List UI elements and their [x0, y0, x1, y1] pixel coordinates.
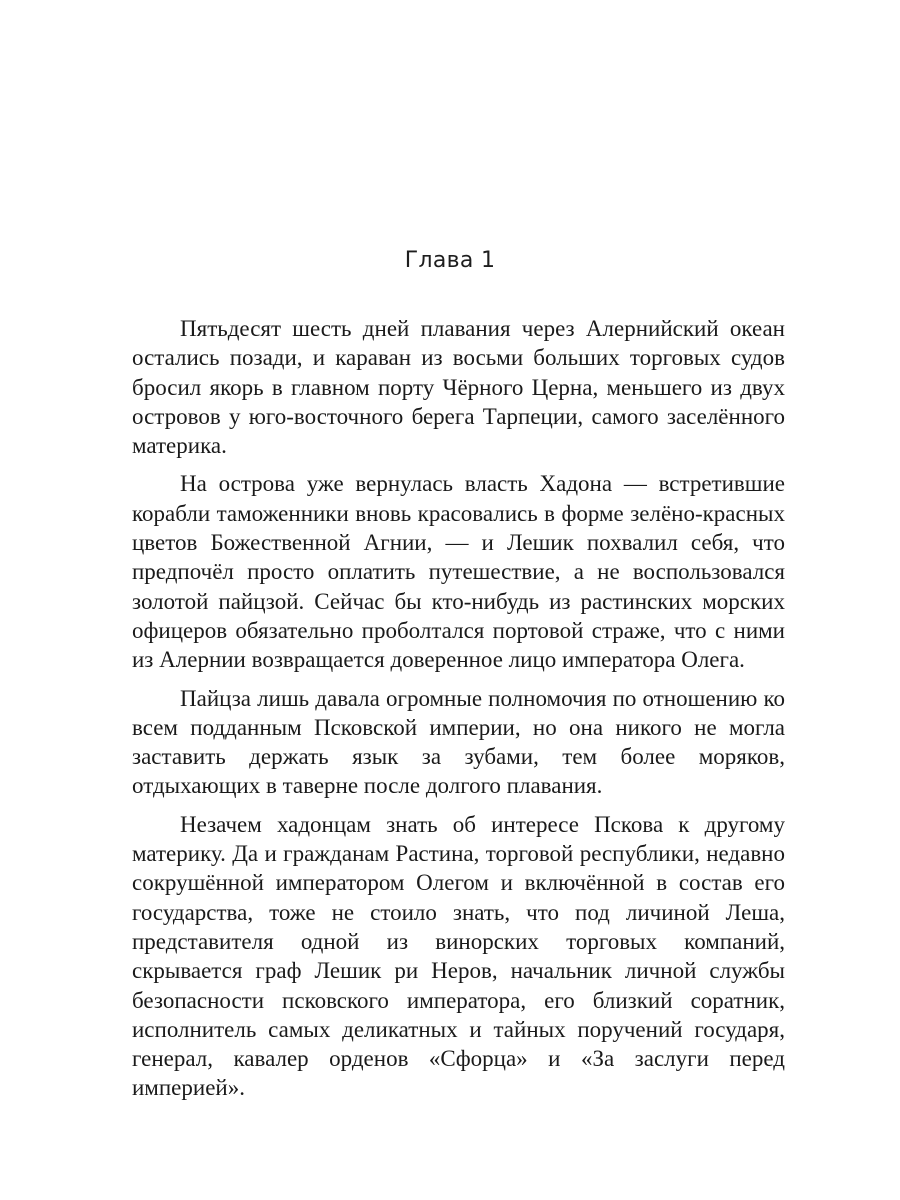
paragraph-2: На острова уже вернулась власть Хадона — встретившие корабли таможенники вновь красовались в форме зелёно-красных цветов Божественной Агнии, — и Лешик похвалил себя, что предпочёл просто оплатить путешествие, а не воспользовался золотой пайцзой. Сейчас бы кто-нибудь из растинских морских офицеров обязательно проболтался портовой страже, что с ними из Алернии возвращается доверенное лицо императора Олега.	[132, 471, 785, 673]
body-text	[132, 314, 785, 1112]
chapter-title: Глава 1	[404, 248, 496, 273]
paragraph-3: Пайцза лишь давала огромные полномочия по отношению ко всем подданным Псковской империи, но она никого не могла заставить держать язык за зубами, тем более моряков, отдыхающих в таверне после долгого плавания.	[132, 685, 785, 799]
paragraph-4: Незачем хадонцам знать об интересе Пскова к другому материку. Да и гражданам Растина, торговой республики, недавно сокрушённой императором Олегом и включённой в состав его государства, тоже не стоило знать, что под личиной Леша, представителя одной из винорских торговых компаний, скрывается граф Лешик ри Неров, начальник личной службы безопасности псковского императора, его близкий соратник, исполнитель самых деликатных и тайных поручений государя, генерал, кавалер орденов «Сфорца» и «За заслуги перед империей».	[132, 811, 785, 1101]
paragraph-1: Пятьдесят шесть дней плавания через Алернийский океан остались позади, и караван из восьми больших торговых судов бросил якорь в главном порту Чёрного Церна, меньшего из двух островов у юго-восточного берега Тарпеции, самого заселённого материка.	[132, 316, 785, 459]
